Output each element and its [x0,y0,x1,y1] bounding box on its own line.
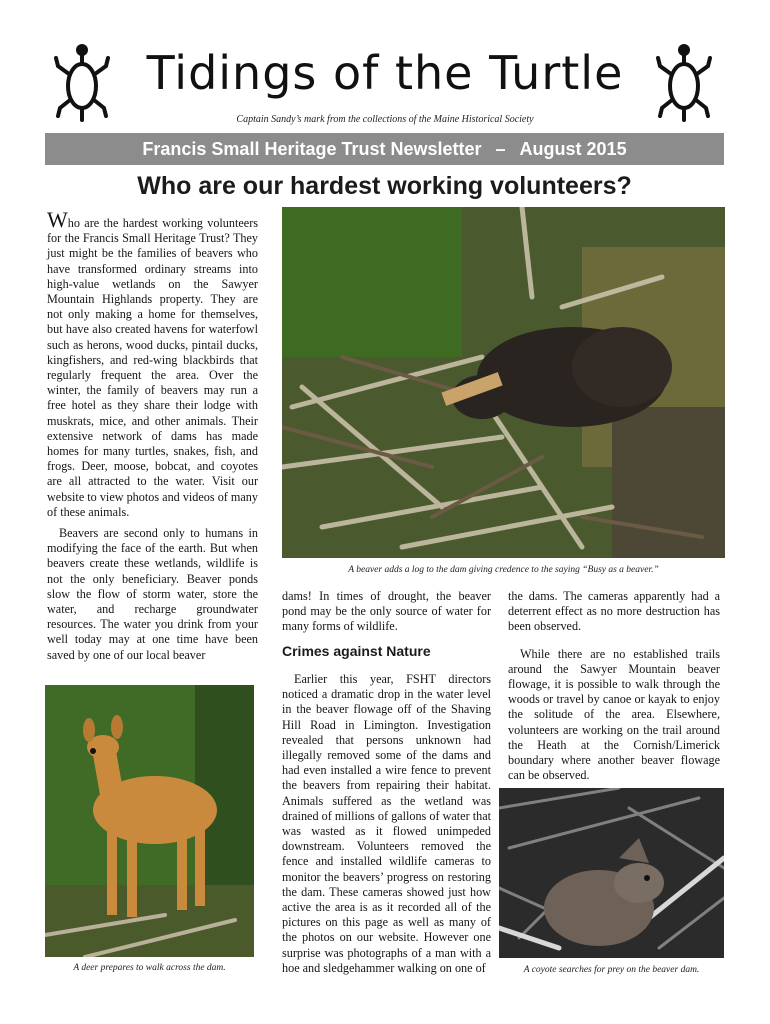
coyote-photo [499,788,724,958]
turtle-mark-icon [52,44,112,122]
column-2-body [282,672,491,976]
newsletter-banner [45,133,724,165]
turtle-mark-icon [654,44,714,122]
column-1 [47,207,258,663]
section-subhead: Crimes against Nature [282,643,431,659]
column-2 [282,589,491,635]
newsletter-title: Tidings of the Turtle [146,46,624,100]
col2-paragraph-1: dams! In times of drought, the beaver pond may be the only source of water for many forms of wildlife. [282,589,491,634]
col2-paragraph-2: Earlier this year, FSHT directors noticed a dramatic drop in the water level in the beaver flowage off of the Shaving Hill Road in Limington. Investigation revealed that persons unknown had illegally removed some of the dams and had even installed a wire fence to prevent the beavers from repairing their habitat. Animals suffered as the wetland was drained of millions of gallons of water that was wasted as it flowed unimpeded downstream. Volunteers removed the fence and installed wildlife cameras to monitor the beavers’ progress on restoring the dam. These cameras showed just how active the area is as it recorded all of the pictures on this page as well as many of the photos on our website. However one surprise was photographs of a man with a hoe and sledgehammer walking on one of [282,672,491,975]
banner-org: Francis Small Heritage Trust Newsletter [142,138,482,159]
deer-photo-caption: A deer prepares to walk across the dam. [73,963,226,973]
beaver-photo [282,207,725,558]
banner-separator: – [495,138,506,159]
beaver-photo-caption: A beaver adds a log to the dam giving credence to the saying “Busy as a beaver.” [348,565,659,575]
col1-p1-text: ho are the hardest working volunteers for the Francis Small Heritage Trust? They just might be the families of beavers who have transformed ordinary streams into high-value wetlands on the Sawyer Mountain Highlands property. They are not only making a home for themselves, but have also created havens for waterfowl such as herons, wood ducks, pintail ducks, kingfishers, and red-wing blackbirds that regularly frequent the area. Over the winter, the family of beavers may run a free hotel as they share their lodge with muskrats, mice, and other animals. Their extensive network of dams has made homes for many turtles, snakes, fish, and frogs. Deer, moose, bobcat, and coyotes are all attracted to the water. Visit our website to view photos and videos of many of these animals. [47,216,258,519]
newsletter-subtitle: Captain Sandy’s mark from the collections of the Maine Historical Society [236,114,534,125]
article-headline: Who are our hardest working volunteers? [137,172,632,200]
column-3 [508,589,720,783]
col3-paragraph-1: the dams. The cameras apparently had a deterrent effect as no more destruction has been observed. [508,589,720,634]
coyote-photo-caption: A coyote searches for prey on the beaver dam. [523,965,700,975]
deer-photo [45,685,254,957]
col1-paragraph-1 [47,207,258,520]
col1-paragraph-2: Beavers are second only to humans in modifying the face of the earth. But when beavers create these wetlands, wildlife is not the only beneficiary. Beaver ponds slow the flow of storm water, store the water, and recharge groundwater resources. The water you drink from your well today may at one time have been saved by one of our local beaver [47,526,258,662]
col3-paragraph-2: While there are no established trails around the Sawyer Mountain beaver flowage, it is possible to walk through the woods or travel by canoe or kayak to enjoy the solitude of the area. Elsewhere, volunteers are working on the trail around the Heath at the Cornish/Limerick boundary where another beaver flowage can be observed. [508,646,720,783]
banner-date: August 2015 [519,138,627,159]
drop-cap: W [47,207,68,232]
